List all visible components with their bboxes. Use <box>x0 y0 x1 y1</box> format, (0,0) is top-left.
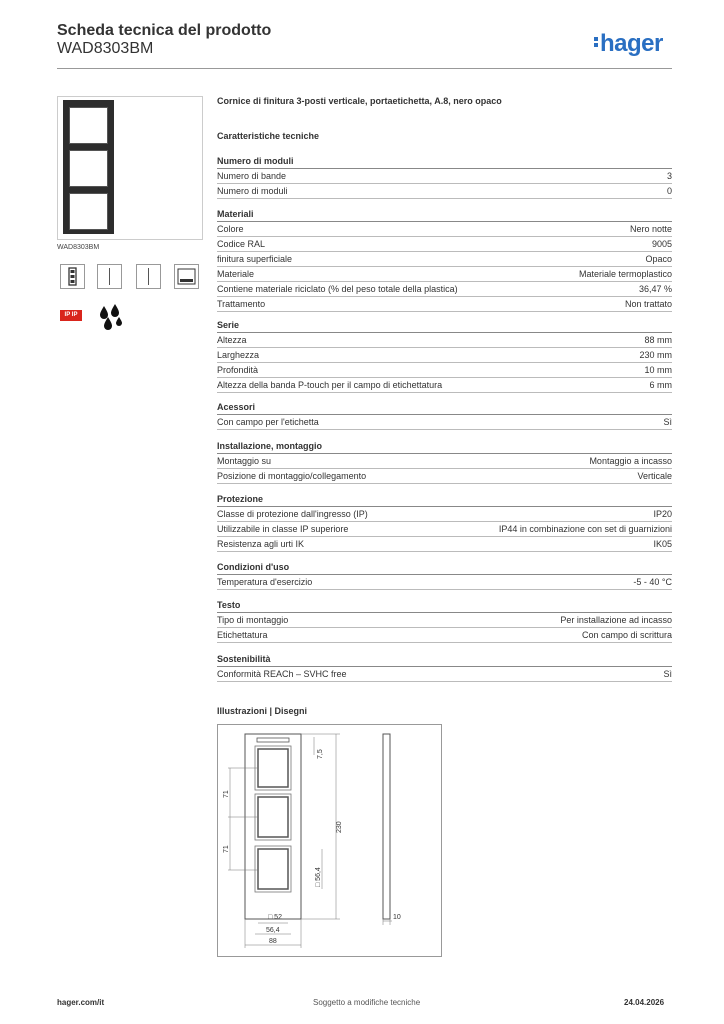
spec-row <box>217 363 672 378</box>
section-series <box>217 318 672 393</box>
spec-label: Etichettatura <box>217 630 268 640</box>
spec-label: Con campo per l'etichetta <box>217 417 319 427</box>
spec-row <box>217 169 672 184</box>
section-modules <box>217 154 672 199</box>
spec-value: Nero notte <box>629 224 672 234</box>
section-materials <box>217 207 672 312</box>
spec-label: Classe di protezione dall'ingresso (IP) <box>217 509 368 519</box>
header-divider <box>57 68 672 69</box>
footer-disclaimer: Soggetto a modifiche tecniche <box>313 998 421 1007</box>
product-code: WAD8303BM <box>57 40 154 57</box>
dim-71-upper: 71 <box>223 790 230 798</box>
spec-row <box>217 628 672 643</box>
spec-value: 6 mm <box>649 380 672 390</box>
dim-230: 230 <box>336 821 343 833</box>
product-description: Cornice di finitura 3-posti verticale, portaetichetta, A.8, nero opaco <box>217 96 502 106</box>
document-title: Scheda tecnica del prodotto <box>57 22 272 39</box>
product-image <box>57 96 203 240</box>
spec-value: -5 - 40 °C <box>633 577 672 587</box>
frame-window-bottom <box>69 193 108 230</box>
dim-56-4-horizontal: 56,4 <box>266 927 280 934</box>
spec-value: Verticale <box>637 471 672 481</box>
spec-row <box>217 378 672 393</box>
spec-value: 36,47 % <box>638 284 672 294</box>
spec-value: 9005 <box>651 239 672 249</box>
spec-label: Altezza <box>217 335 247 345</box>
spec-value: 88 mm <box>644 335 672 345</box>
spec-row <box>217 667 672 682</box>
section-sustainability <box>217 652 672 682</box>
spec-label: Contiene materiale riciclato (% del peso totale della plastica) <box>217 284 458 294</box>
spec-row <box>217 222 672 237</box>
spec-label: Profondità <box>217 365 259 375</box>
spec-row <box>217 297 672 312</box>
dim-7-5: 7,5 <box>317 749 324 759</box>
spec-row <box>217 575 672 590</box>
spec-row <box>217 507 672 522</box>
section-title: Installazione, montaggio <box>217 439 672 454</box>
label-holder-icon <box>174 264 199 289</box>
spec-value: Non trattato <box>624 299 672 309</box>
dim-71-lower: 71 <box>223 845 230 853</box>
spec-value: 0 <box>666 186 672 196</box>
section-title: Condizioni d'uso <box>217 560 672 575</box>
dim-88: 88 <box>269 938 277 945</box>
section-title: Numero di moduli <box>217 154 672 169</box>
footer-date: 24.04.2026 <box>624 998 665 1007</box>
dim-52: □ 52 <box>268 914 282 921</box>
spec-value: Per installazione ad incasso <box>560 615 672 625</box>
spec-label: Codice RAL <box>217 239 266 249</box>
spec-label: Altezza della banda P-touch per il campo di etichettatura <box>217 380 443 390</box>
section-title: Protezione <box>217 492 672 507</box>
spec-row <box>217 454 672 469</box>
spec-value: Opaco <box>645 254 672 264</box>
spec-value: Montaggio a incasso <box>589 456 672 466</box>
section-title: Materiali <box>217 207 672 222</box>
spec-value: IP20 <box>653 509 672 519</box>
section-title: Sostenibilità <box>217 652 672 667</box>
spec-value: 10 mm <box>644 365 672 375</box>
spec-label: Colore <box>217 224 244 234</box>
spec-row <box>217 184 672 199</box>
spec-label: Posizione di montaggio/collegamento <box>217 471 367 481</box>
spec-value: IP44 in combinazione con set di guarnizioni <box>498 524 672 534</box>
spec-value: IK05 <box>653 539 672 549</box>
spec-label: Numero di moduli <box>217 186 288 196</box>
section-title: Serie <box>217 318 672 333</box>
section-title: Acessori <box>217 400 672 415</box>
spec-row <box>217 469 672 484</box>
logo-dots-icon <box>594 35 598 49</box>
hager-logo <box>594 30 663 58</box>
spec-row <box>217 252 672 267</box>
section-usage-conditions <box>217 560 672 590</box>
spec-label: Montaggio su <box>217 456 272 466</box>
spec-label: Conformità REACh – SVHC free <box>217 669 347 679</box>
spec-label: Materiale <box>217 269 255 279</box>
section-protection <box>217 492 672 552</box>
spec-value: Con campo di scrittura <box>581 630 672 640</box>
frame-picture <box>63 100 114 234</box>
vertical-frame-icon <box>60 264 85 289</box>
technical-drawing <box>217 724 442 957</box>
section-installation <box>217 439 672 484</box>
product-image-caption: WAD8303BM <box>57 244 100 251</box>
footer-website: hager.com/it <box>57 998 105 1007</box>
illustrations-heading: Illustrazioni | Disegni <box>217 706 308 716</box>
ip-rating-icon: IP IP <box>60 310 82 321</box>
spec-value: Sì <box>663 669 672 679</box>
features-heading: Caratteristiche tecniche <box>217 131 320 141</box>
profile-view-icon <box>136 264 161 289</box>
spec-label: Utilizzabile in classe IP superiore <box>217 524 349 534</box>
spec-row <box>217 237 672 252</box>
spec-row <box>217 348 672 363</box>
spec-row <box>217 267 672 282</box>
spec-label: Resistenza agli urti IK <box>217 539 305 549</box>
spec-value: 3 <box>666 171 672 181</box>
side-view-icon <box>97 264 122 289</box>
spec-row <box>217 415 672 430</box>
dim-56-4-vertical: □ 56,4 <box>315 867 322 887</box>
spec-label: Tipo di montaggio <box>217 615 289 625</box>
logo-text: hager <box>600 30 663 57</box>
spec-label: Numero di bande <box>217 171 287 181</box>
spec-label: Trattamento <box>217 299 266 309</box>
spec-label: Larghezza <box>217 350 260 360</box>
section-text <box>217 598 672 643</box>
frame-window-top <box>69 107 108 144</box>
spec-value: Sì <box>663 417 672 427</box>
spec-value: Materiale termoplastico <box>578 269 672 279</box>
spec-row <box>217 613 672 628</box>
spec-row <box>217 537 672 552</box>
section-accessories <box>217 400 672 430</box>
dim-10: 10 <box>393 914 401 921</box>
spec-row <box>217 282 672 297</box>
spec-value: 230 mm <box>639 350 672 360</box>
spec-label: finitura superficiale <box>217 254 293 264</box>
water-drops-icon <box>96 302 124 330</box>
frame-window-middle <box>69 150 108 187</box>
spec-label: Temperatura d'esercizio <box>217 577 313 587</box>
spec-row <box>217 333 672 348</box>
spec-row <box>217 522 672 537</box>
section-title: Testo <box>217 598 672 613</box>
